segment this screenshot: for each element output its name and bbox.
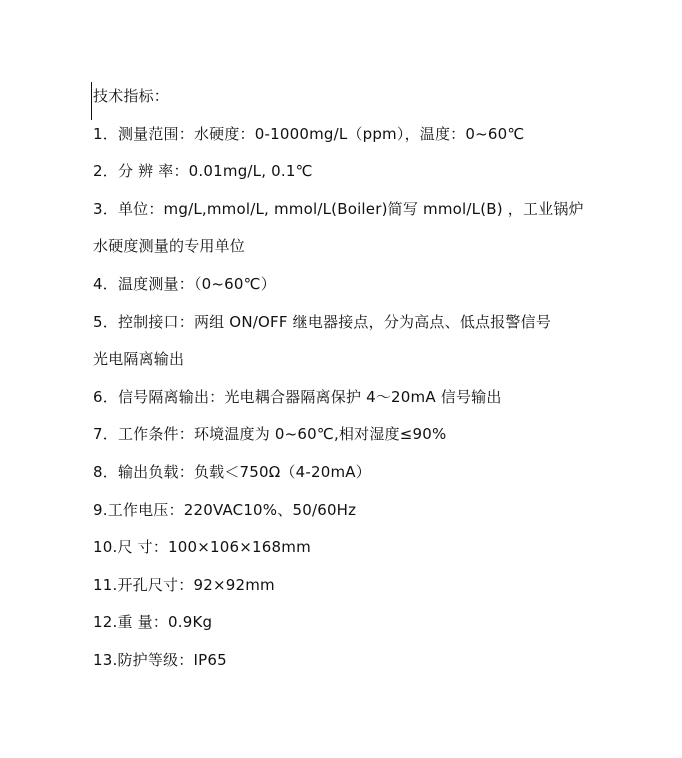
spec-line-3: 3．单位：mg/L,mmol/L, mmol/L(Boiler)简写 mmol/L(B) ，工业锅炉 xyxy=(93,199,584,218)
spec-line-12: 12.重 量：0.9Kg xyxy=(93,613,213,632)
spec-line-8: 8．输出负载：负载＜750Ω（4-20mA） xyxy=(93,462,371,481)
spec-line-5-continued: 光电隔离输出 xyxy=(93,350,185,369)
spec-line-9: 9.工作电压：220VAC10%、50/60Hz xyxy=(93,500,357,519)
spec-line-5: 5．控制接口：两组 ON/OFF 继电器接点，分为高点、低点报警信号 xyxy=(93,312,552,331)
spec-line-10: 10.尺 寸：100×106×168mm xyxy=(93,538,311,557)
spec-line-4: 4．温度测量：（0~60℃） xyxy=(93,274,276,293)
spec-line-3-continued: 水硬度测量的专用单位 xyxy=(93,237,246,256)
spec-line-13: 13.防护等级：IP65 xyxy=(93,650,227,669)
spec-line-6: 6．信号隔离输出：光电耦合器隔离保护 4～20mA 信号输出 xyxy=(93,387,502,406)
spec-content xyxy=(93,82,613,684)
spec-line-1: 1．测量范围：水硬度：0-1000mg/L（ppm），温度：0~60℃ xyxy=(93,124,525,143)
spec-line-7: 7．工作条件：环境温度为 0~60℃,相对湿度≤90% xyxy=(93,425,447,444)
spec-line-11: 11.开孔尺寸：92×92mm xyxy=(93,575,275,594)
spec-heading: 技术指标： xyxy=(91,82,613,120)
spec-line-2: 2．分 辨 率：0.01mg/L, 0.1℃ xyxy=(93,162,313,181)
